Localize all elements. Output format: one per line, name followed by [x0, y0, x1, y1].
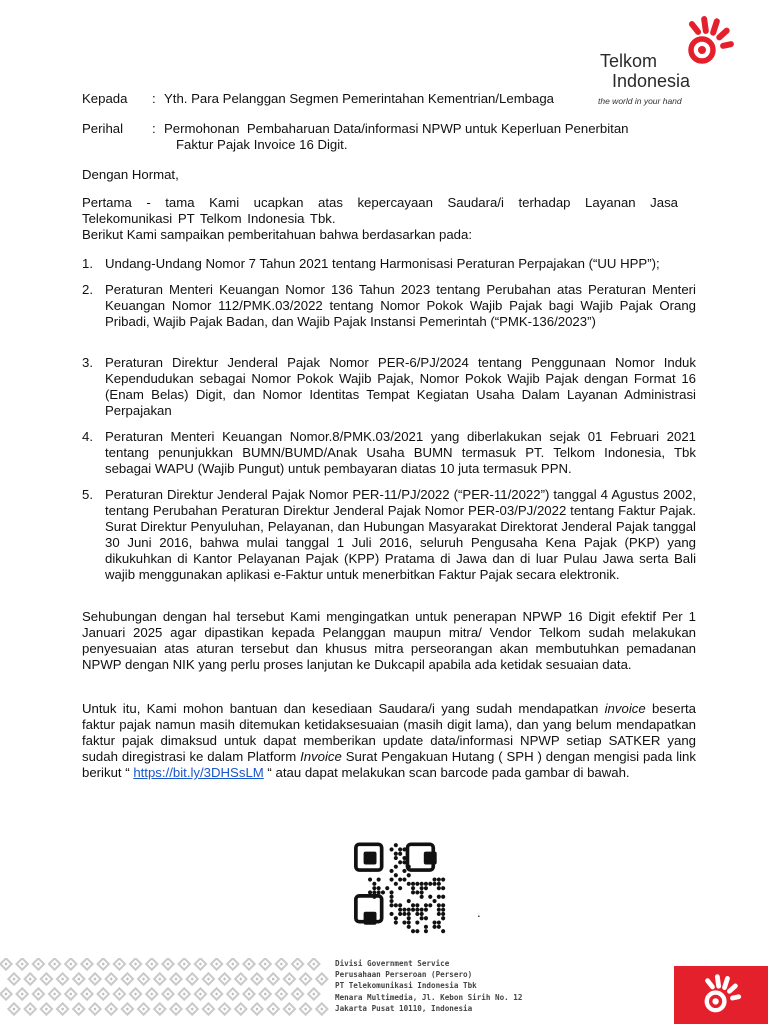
qr-code-image[interactable] [346, 837, 454, 939]
subject-value-line1: Permohonan Pembaharuan Data/informasi NPWP untuk Keperluan Penerbitan [164, 121, 629, 136]
subject-label: Perihal [82, 121, 124, 136]
update-form-link[interactable]: https://bit.ly/3DHSsLM [133, 765, 264, 780]
brand-name-line1: Telkom [600, 51, 658, 71]
request-text-d: “ atau dapat melakukan scan barcode pada gambar di bawah. [263, 765, 630, 780]
recipient-colon: : [152, 91, 156, 106]
footer-street: Menara Multimedia, Jl. Kebon Sirih No. 12 [335, 992, 523, 1002]
recipient-value: Yth. Para Pelanggan Segmen Pemerintahan Kementrian/Lembaga [164, 91, 555, 106]
list-item-3-number: 3. [82, 355, 93, 370]
request-text-c: Surat Pengakuan Hutang ( SPH ) dengan mengisi pada link berikut “ [82, 749, 696, 780]
list-item-4-number: 4. [82, 429, 93, 444]
footer-company-type: Perusahaan Perseroan (Persero) [335, 970, 473, 980]
list-item-3-text: Peraturan Direktur Jenderal Pajak Nomor PER-6/PJ/2024 tentang Penggunaan Nomor Induk Kependudukan sebagai Nomor Pokok Wajib Pajak, Nomor Pokok Wajib Pajak dengan Format 16 (Enam Belas) Digit, dan Nomor Identitas Tempat Kegiatan Usaha Dalam Layanan Administrasi Perpajakan [105, 355, 696, 418]
subject-colon: : [152, 121, 156, 136]
request-text-b: beserta faktur pajak namun masih ditemukan ketidaksesuaian (masih digit lama), dan yang belum mendapatkan faktur pajak dimaksud untuk dapat memberikan update data/informasi NPWP setiap SATKER yang sudah diregistrasi ke dalam Platform [82, 701, 696, 764]
brand-name-line2: Indonesia [612, 71, 691, 91]
request-invoice-platform: Invoice [300, 749, 342, 764]
footer-company-name: PT Telekomunikasi Indonesia Tbk [335, 981, 477, 991]
list-item-1-text: Undang-Undang Nomor 7 Tahun 2021 tentang Harmonisasi Peraturan Perpajakan (“UU HPP”); [105, 256, 660, 271]
footer-city: Jakarta Pusat 10110, Indonesia [335, 1003, 473, 1013]
intro-paragraph-2: Berikut Kami sampaikan pemberitahuan bahwa berdasarkan pada: [82, 227, 472, 242]
footer-division: Divisi Government Service [335, 959, 450, 968]
list-item-5-number: 5. [82, 487, 93, 502]
logo-tagline: the world in your hand [598, 96, 682, 106]
intro-paragraph: Pertama - tama Kami ucapkan atas kepercayaan Saudara/i terhadap Layanan Jasa Telekomunikasi PT Telkom Indonesia Tbk. [82, 195, 678, 226]
list-item-2-text: Peraturan Menteri Keuangan Nomor 136 Tahun 2023 tentang Perubahan atas Peraturan Menteri Keuangan Nomor 112/PMK.03/2022 tentang Nomor Pokok Wajib Pajak bagi Wajib Pajak Orang Pribadi, Wajib Pajak Badan, dan Wajib Pajak Instansi Pemerintah (“PMK-136/2023”) [105, 282, 696, 329]
footer-logo-badge [674, 966, 768, 1024]
trailing-dot: . [477, 905, 481, 920]
qr-code[interactable] [346, 837, 454, 939]
footer-address [335, 958, 522, 1014]
request-paragraph [82, 701, 696, 781]
footer-decorative-pattern [0, 958, 330, 1024]
greeting: Dengan Hormat, [82, 167, 179, 182]
recipient-label: Kepada [82, 91, 128, 106]
telkom-hand-icon [680, 14, 740, 70]
company-logo [596, 14, 746, 114]
reminder-paragraph: Sehubungan dengan hal tersebut Kami mengingatkan untuk penerapan NPWP 16 Digit efektif Per 1 Januari 2025 agar dipastikan kepada Pelanggan maupun mitra/ Vendor Telkom sudah melakukan penyesuaian atas aturan tersebut dan khusus mitra perseorangan akan membutuhkan pemadanan NPWP dengan NIK yang perlu proses lanjutan ke Dukcapil apabila ada ketidak sesuaian data. [82, 609, 696, 672]
request-invoice-term: invoice [604, 701, 646, 716]
telkom-hand-icon-white [698, 970, 746, 1020]
subject-value-line2: Faktur Pajak Invoice 16 Digit. [176, 137, 348, 152]
list-item-2-number: 2. [82, 282, 93, 297]
list-item-1-number: 1. [82, 256, 93, 271]
request-text-a: Untuk itu, Kami mohon bantuan dan kesediaan Saudara/i yang sudah mendapatkan [82, 701, 605, 716]
list-item-4-text: Peraturan Menteri Keuangan Nomor.8/PMK.03/2021 yang diberlakukan sejak 01 Februari 2021 tentang penunjukkan BUMN/BUMD/Anak Usaha BUMN termasuk PT. Telkom Indonesia, Tbk sebagai WAPU (Wajib Pungut) untuk pembayaran diatas 10 juta termasuk PPN. [105, 429, 696, 476]
list-item-5-text: Peraturan Direktur Jenderal Pajak Nomor PER-11/PJ/2022 (“PER-11/2022”) tanggal 4 Agustus 2002, tentang Perubahan Peraturan Direktur Jenderal Pajak Nomor PER-03/PJ/2022 tentang Faktur Pajak. Surat Direktur Penyuluhan, Pelayanan, dan Hubungan Masyarakat Direktorat Jenderal Pajak tanggal 30 Juni 2016, bahwa mulai tanggal 1 Juli 2016, seluruh Pengusaha Kena Pajak (PKP) yang dikukuhkan di Kantor Pelayanan Pajak (KPP) Pratama di Jawa dan di luar Pulau Jawa serta Bali wajib menggunakan aplikasi e-Faktur untuk menerbitkan Faktur Pajak secara elektronik. [105, 487, 696, 582]
